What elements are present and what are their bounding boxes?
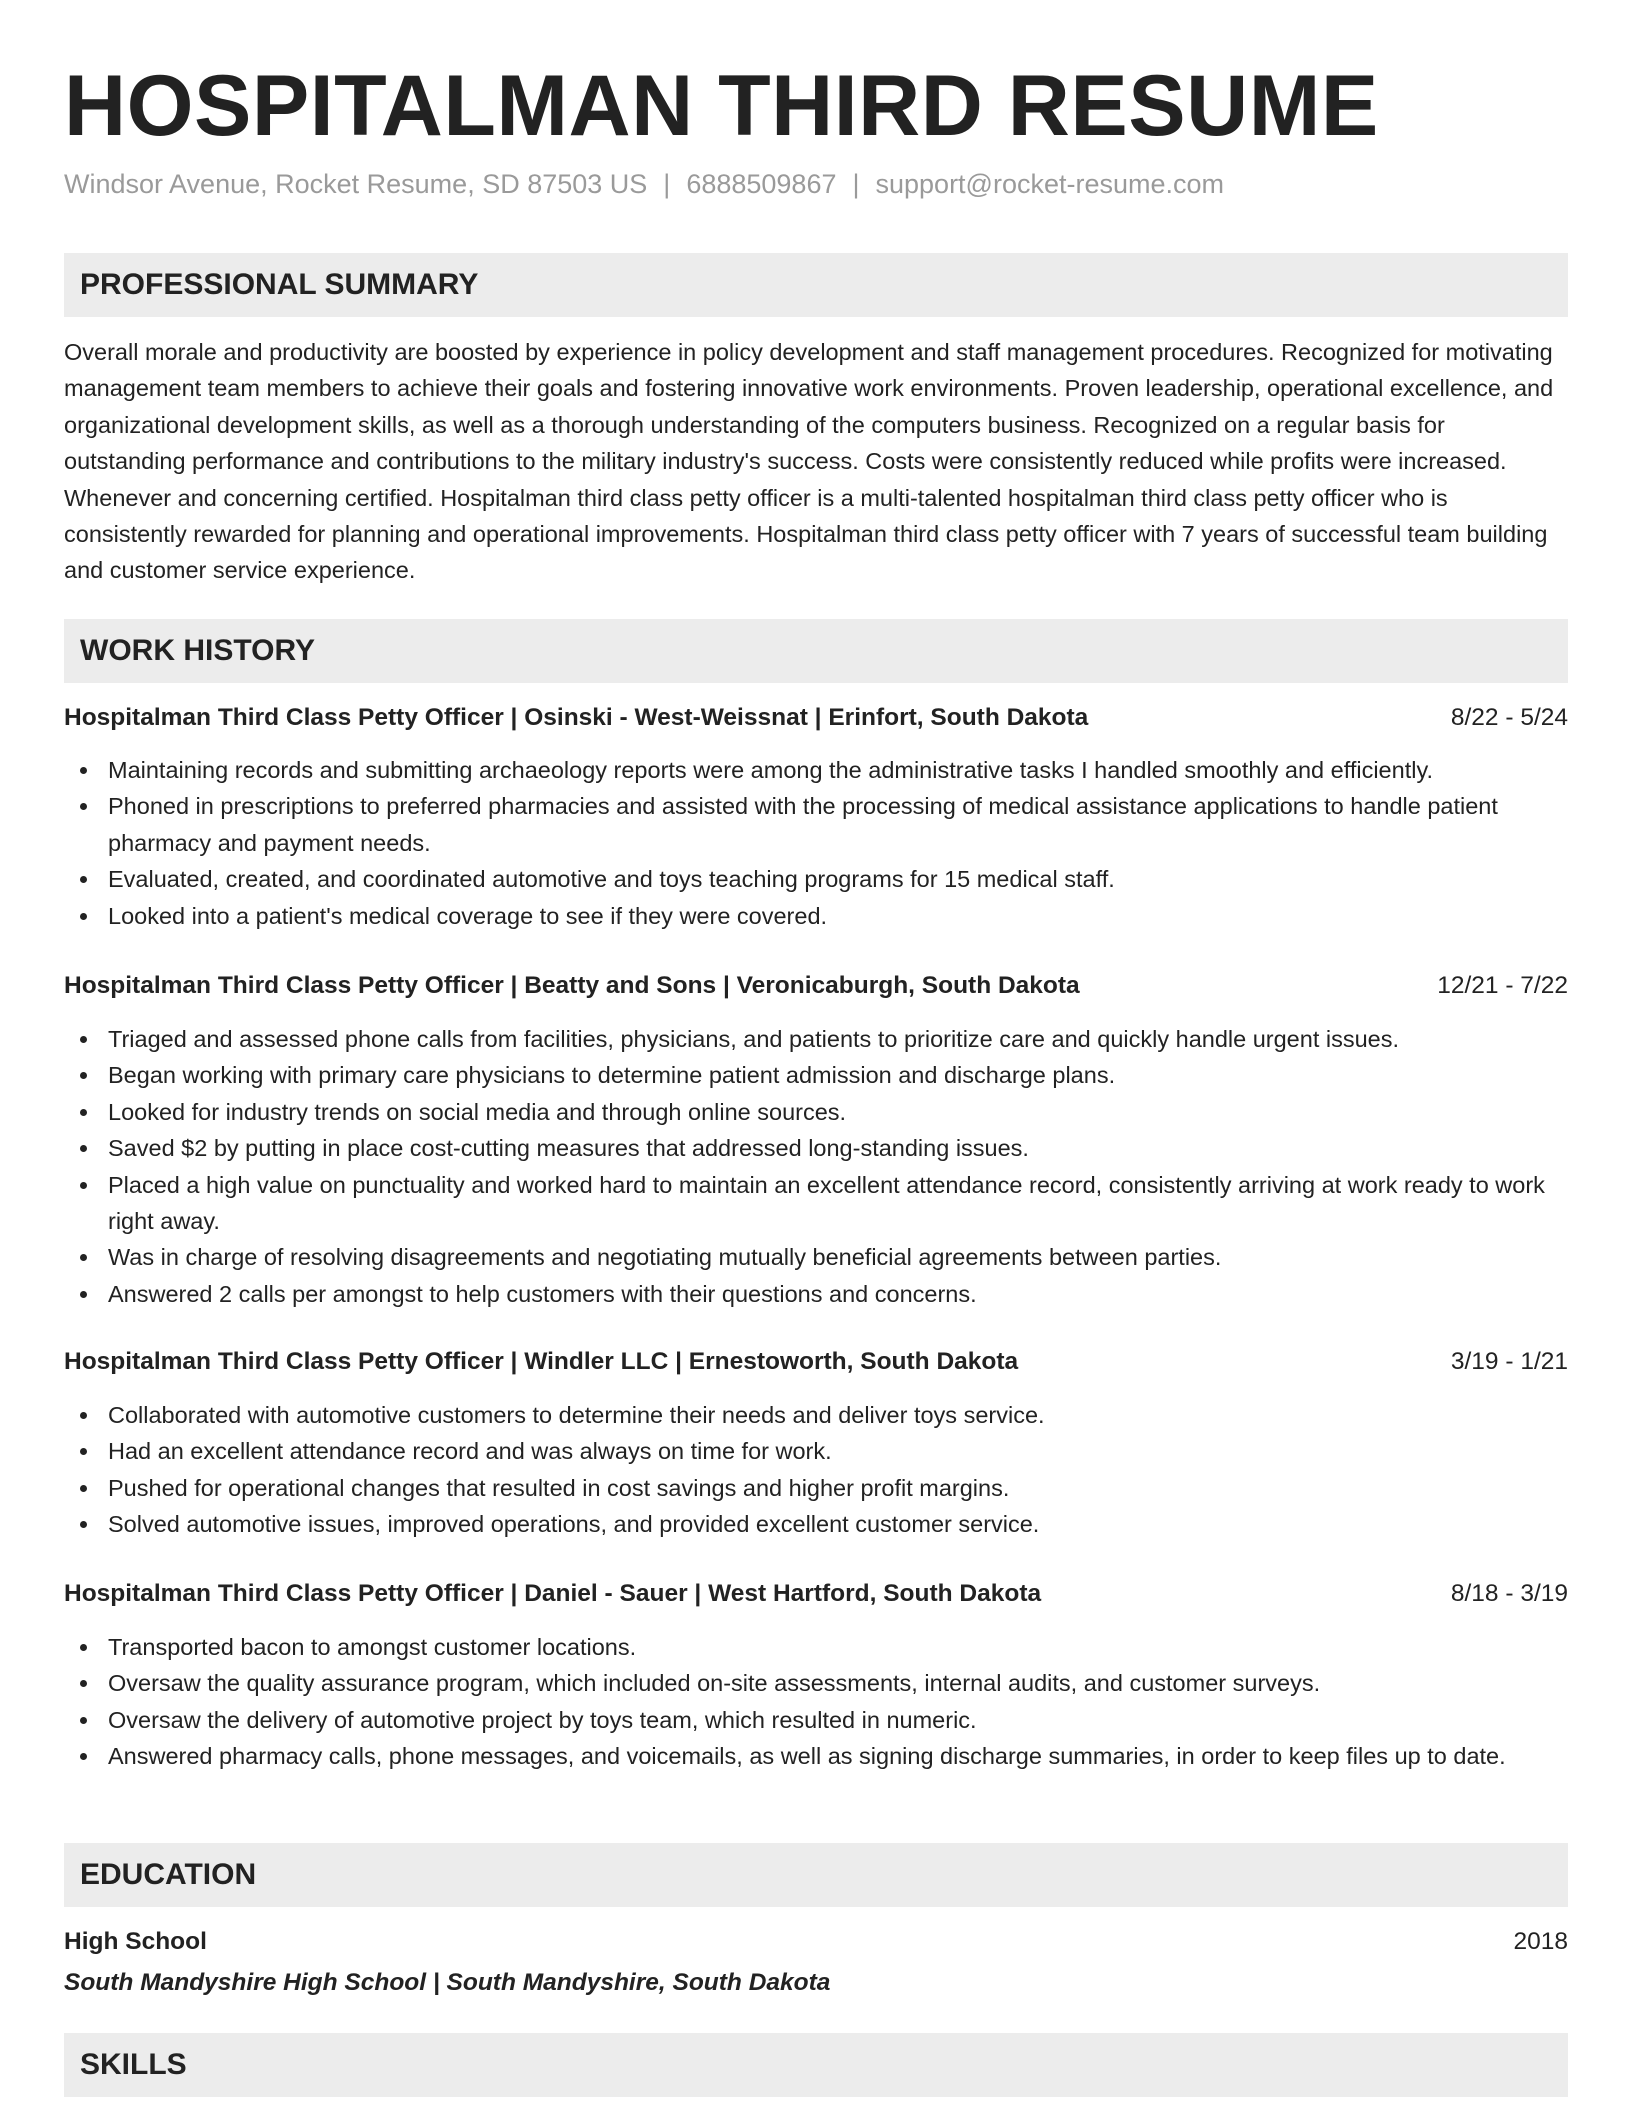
list-item: Maintaining records and submitting archaeology reports were among the administrative tasks I handled smoothly and efficiently. bbox=[64, 752, 1568, 788]
contact-phone: 6888509867 bbox=[686, 169, 837, 199]
list-item: Saved $2 by putting in place cost-cutting measures that addressed long-standing issues. bbox=[64, 1130, 1568, 1166]
list-item: Phoned in prescriptions to preferred pharmacies and assisted with the processing of medical assistance applications to handle patient pharmacy and payment needs. bbox=[64, 788, 1568, 861]
education-degree: High School bbox=[64, 1928, 207, 1955]
list-item: Oversaw the quality assurance program, which included on-site assessments, internal audits, and customer surveys. bbox=[64, 1665, 1568, 1701]
list-item: Was in charge of resolving disagreements and negotiating mutually beneficial agreements between parties. bbox=[64, 1239, 1568, 1275]
list-item: Placed a high value on punctuality and worked hard to maintain an excellent attendance record, consistently arriving at work ready to work right away. bbox=[64, 1167, 1568, 1240]
contact-address: Windsor Avenue, Rocket Resume, SD 87503 US bbox=[64, 169, 648, 199]
job-bullets bbox=[64, 752, 1568, 934]
section-heading-summary: PROFESSIONAL SUMMARY bbox=[64, 253, 1568, 317]
list-item: Began working with primary care physicians to determine patient admission and discharge plans. bbox=[64, 1057, 1568, 1093]
list-item: Evaluated, created, and coordinated automotive and toys teaching programs for 15 medical staff. bbox=[64, 861, 1568, 897]
contact-separator: | bbox=[663, 169, 671, 199]
list-item: Had an excellent attendance record and was always on time for work. bbox=[64, 1433, 1568, 1469]
job-header bbox=[64, 1344, 1568, 1380]
resume-title: HOSPITALMAN THIRD RESUME bbox=[64, 58, 1379, 154]
job-title: Hospitalman Third Class Petty Officer | Windler LLC | Ernestoworth, South Dakota bbox=[64, 1348, 1019, 1375]
job-dates: 3/19 - 1/21 bbox=[1450, 1348, 1568, 1375]
job-title: Hospitalman Third Class Petty Officer | Beatty and Sons | Veronicaburgh, South Dakota bbox=[64, 972, 1080, 999]
list-item: Looked for industry trends on social media and through online sources. bbox=[64, 1094, 1568, 1130]
list-item: Collaborated with automotive customers to determine their needs and deliver toys service. bbox=[64, 1397, 1568, 1433]
list-item: Oversaw the delivery of automotive project by toys team, which resulted in numeric. bbox=[64, 1702, 1568, 1738]
list-item: Solved automotive issues, improved operations, and provided excellent customer service. bbox=[64, 1506, 1568, 1542]
job-header bbox=[64, 1576, 1568, 1612]
list-item: Triaged and assessed phone calls from facilities, physicians, and patients to prioritize care and quickly handle urgent issues. bbox=[64, 1021, 1568, 1057]
education-school: South Mandyshire High School | South Mandyshire, South Dakota bbox=[64, 1969, 831, 1996]
list-item: Answered pharmacy calls, phone messages, and voicemails, as well as signing discharge summaries, in order to keep files up to date. bbox=[64, 1738, 1568, 1774]
job-title: Hospitalman Third Class Petty Officer | Osinski - West-Weissnat | Erinfort, South Dakota bbox=[64, 704, 1089, 731]
job-dates: 8/22 - 5/24 bbox=[1450, 704, 1568, 731]
section-heading-skills: SKILLS bbox=[64, 2033, 1568, 2097]
section-heading-education: EDUCATION bbox=[64, 1843, 1568, 1907]
list-item: Answered 2 calls per amongst to help customers with their questions and concerns. bbox=[64, 1276, 1568, 1312]
list-item: Pushed for operational changes that resulted in cost savings and higher profit margins. bbox=[64, 1470, 1568, 1506]
education-year: 2018 bbox=[1513, 1928, 1568, 1955]
job-bullets bbox=[64, 1397, 1568, 1543]
job-header bbox=[64, 700, 1568, 736]
contact-email: support@rocket-resume.com bbox=[875, 169, 1225, 199]
job-bullets bbox=[64, 1021, 1568, 1312]
job-bullets bbox=[64, 1629, 1568, 1775]
job-dates: 8/18 - 3/19 bbox=[1450, 1580, 1568, 1607]
list-item: Looked into a patient's medical coverage to see if they were covered. bbox=[64, 898, 1568, 934]
job-title: Hospitalman Third Class Petty Officer | Daniel - Sauer | West Hartford, South Dakota bbox=[64, 1580, 1042, 1607]
list-item: Transported bacon to amongst customer locations. bbox=[64, 1629, 1568, 1665]
contact-line bbox=[64, 167, 1224, 201]
summary-text: Overall morale and productivity are boosted by experience in policy development and staff management procedures. Recognized for motivating management team members to achieve their goals and fostering innovative work environments. Proven leadership, operational excellence, and organizational development skills, as well as a thorough understanding of the computers business. Recognized on a regular basis for outstanding performance and contributions to the military industry's success. Costs were consistently reduced while profits were increased. Whenever and concerning certified. Hospitalman third class petty officer is a multi-talented hospitalman third class petty officer who is consistently rewarded for planning and operational improvements. Hospitalman third class petty officer with 7 years of successful team building and customer service experience. bbox=[64, 339, 1554, 584]
section-heading-work-history: WORK HISTORY bbox=[64, 619, 1568, 683]
contact-separator: | bbox=[852, 169, 860, 199]
education-row bbox=[64, 1924, 1568, 1960]
job-dates: 12/21 - 7/22 bbox=[1437, 972, 1568, 999]
job-header bbox=[64, 968, 1568, 1004]
